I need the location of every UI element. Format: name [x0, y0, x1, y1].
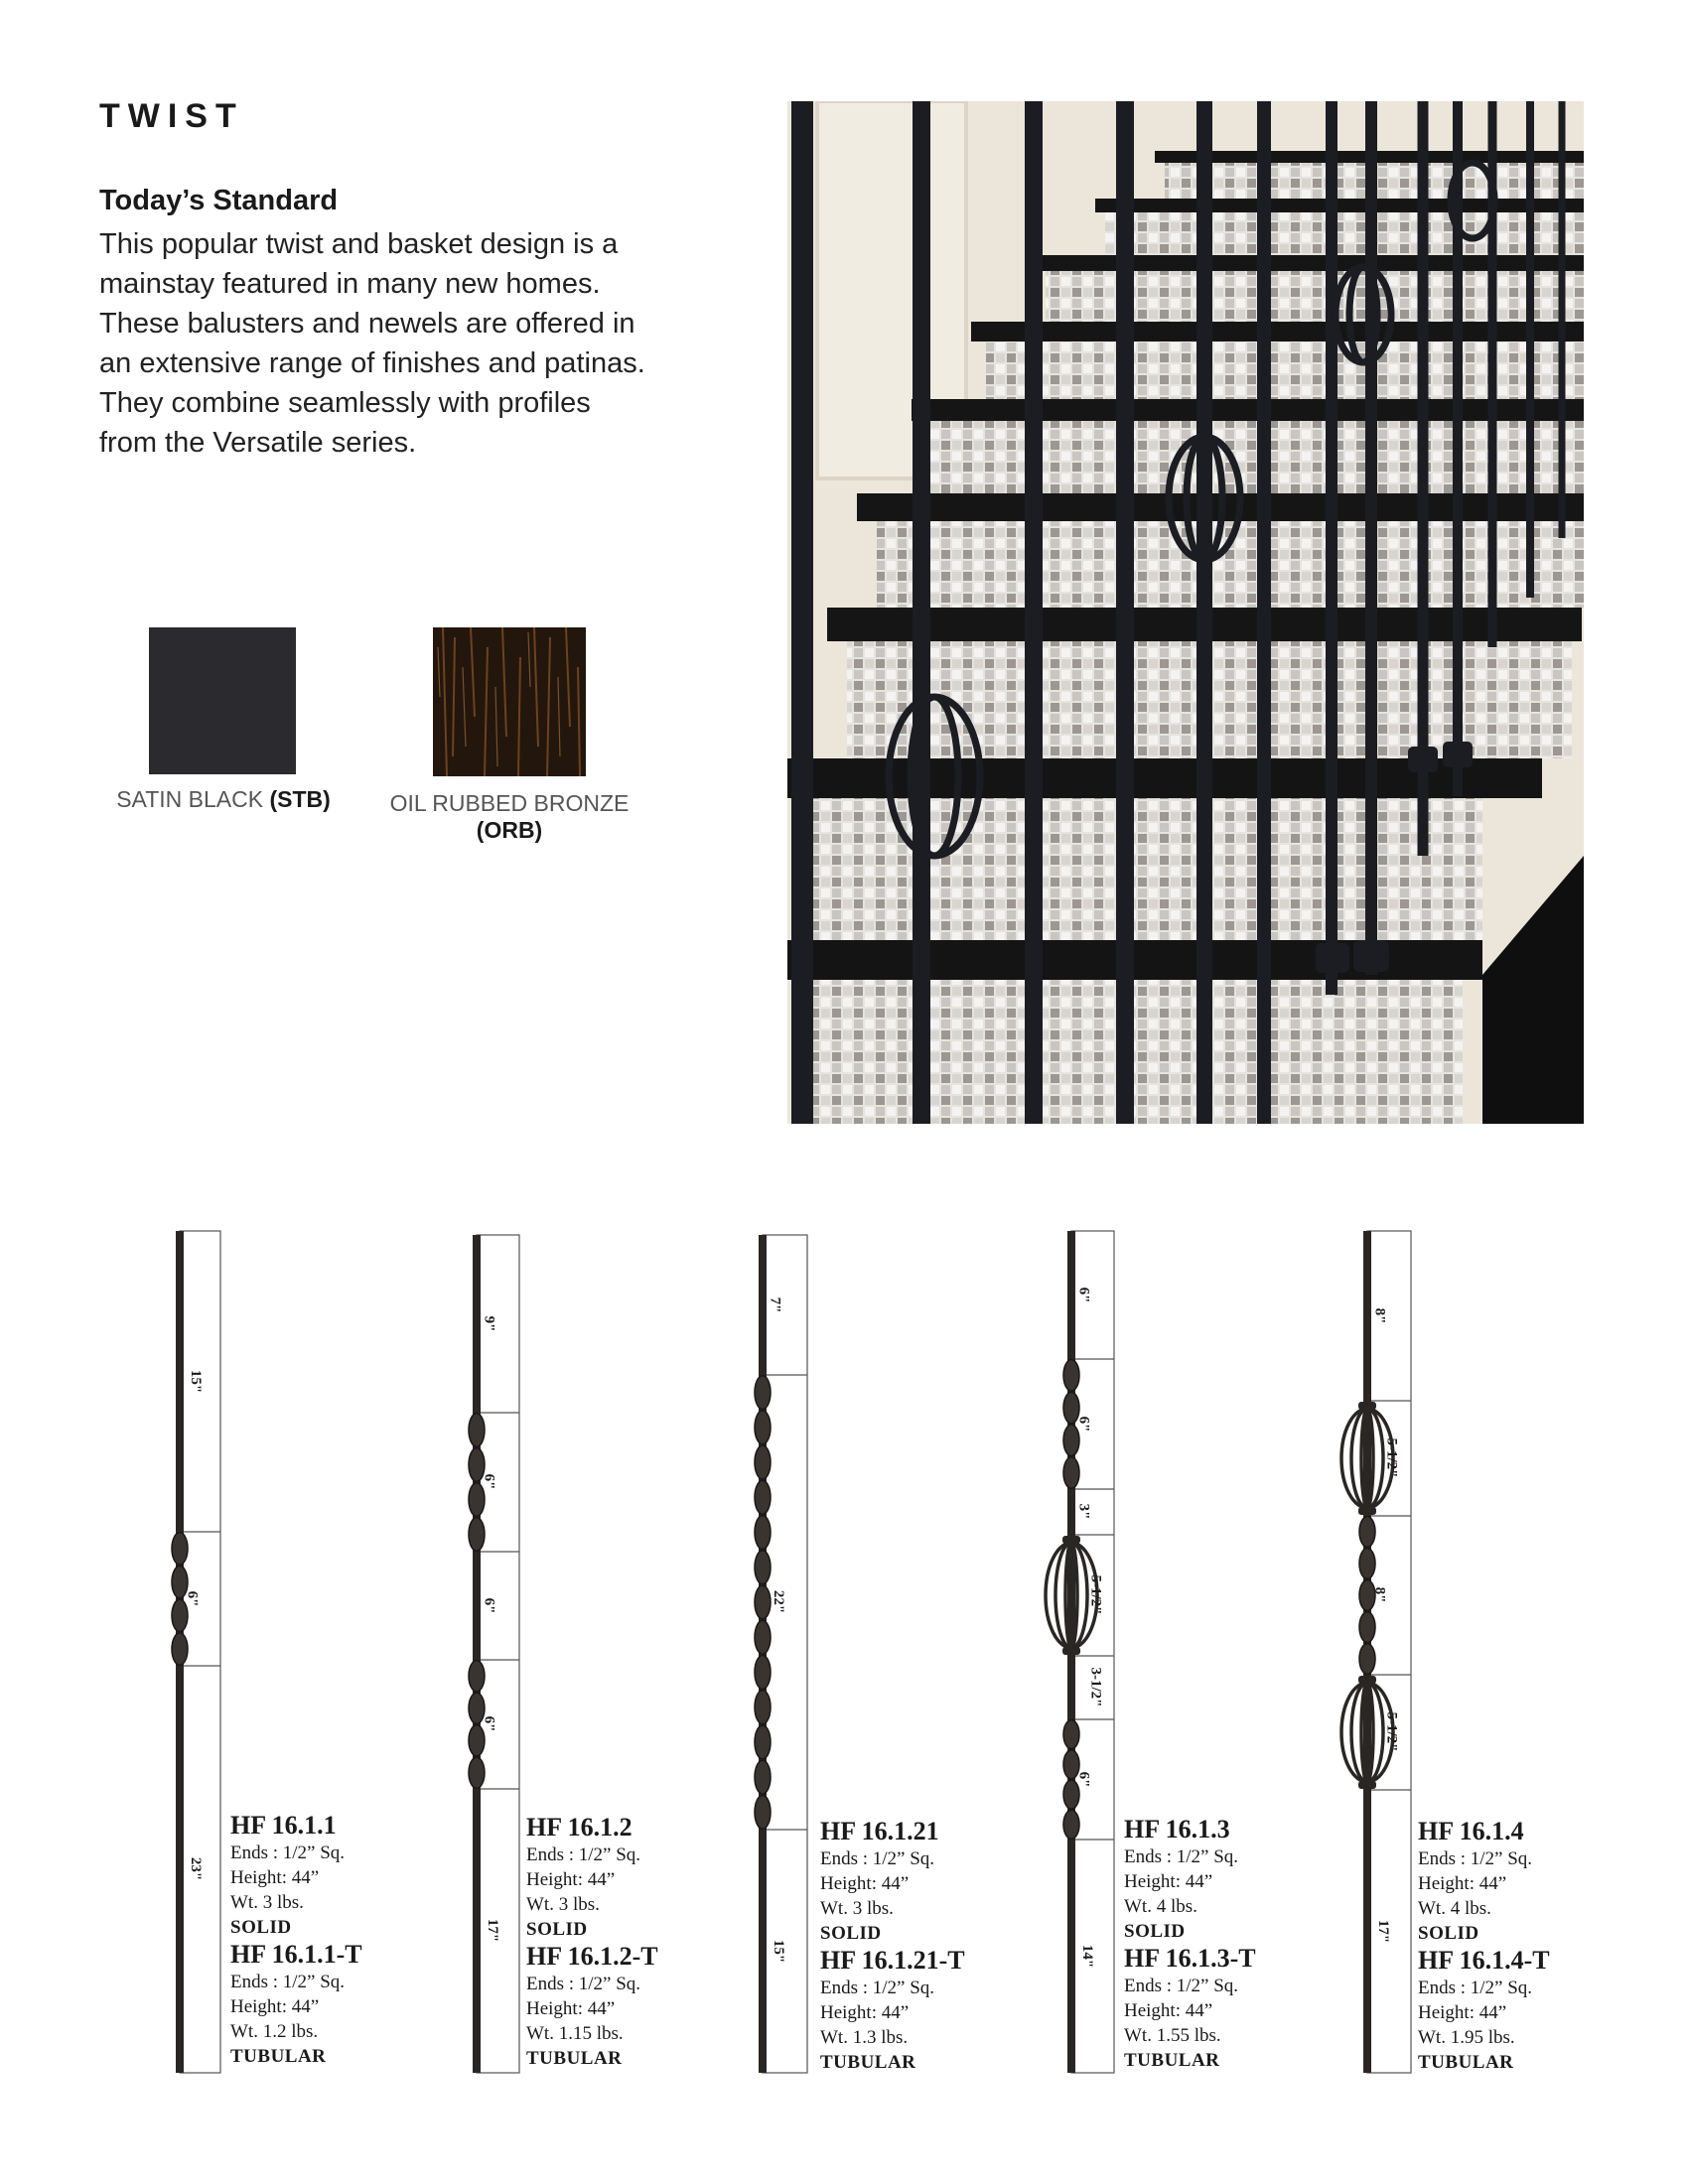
- description-line: mainstay featured in many new homes.: [99, 268, 601, 300]
- product-ends: Ends : 1/2” Sq.: [1124, 1846, 1239, 1867]
- product-spec-hf-16-1-4: [1418, 1817, 1550, 2075]
- product-code: HF 16.1.1: [230, 1811, 337, 1840]
- finish-code: (ORB): [476, 817, 543, 843]
- product-code: HF 16.1.21: [820, 1817, 939, 1845]
- dimension-label: 15": [188, 1369, 205, 1393]
- dimension-label: 6": [481, 1597, 497, 1613]
- tubular-code: HF 16.1.2-T: [526, 1942, 658, 1971]
- tubular-weight: Wt. 1.15 lbs.: [526, 2023, 624, 2044]
- tubular-ends: Ends : 1/2” Sq.: [1124, 1976, 1239, 1996]
- product-type: SOLID: [1124, 1921, 1186, 1942]
- tubular-height: Height: 44”: [526, 1998, 616, 2019]
- dimension-label: 5-1/2": [1383, 1711, 1400, 1752]
- product-height: Height: 44”: [230, 1867, 320, 1888]
- product-weight: Wt. 4 lbs.: [1418, 1898, 1491, 1919]
- tubular-ends: Ends : 1/2” Sq.: [820, 1978, 935, 1998]
- description-line: from the Versatile series.: [99, 427, 417, 459]
- tubular-height: Height: 44”: [1418, 2002, 1507, 2023]
- product-ends: Ends : 1/2” Sq.: [526, 1844, 641, 1865]
- tubular-code: HF 16.1.3-T: [1124, 1944, 1256, 1973]
- finish-code: (STB): [269, 786, 331, 812]
- product-spec-hf-16-1-1: [230, 1811, 362, 2069]
- dimension-label: 5-1/2": [1087, 1574, 1104, 1615]
- dimension-label: 6": [1075, 1416, 1092, 1432]
- product-weight: Wt. 3 lbs.: [526, 1894, 600, 1915]
- dimension-label: 5-1/2": [1383, 1437, 1400, 1478]
- product-ends: Ends : 1/2” Sq.: [820, 1848, 935, 1869]
- tubular-type: TUBULAR: [1418, 2052, 1514, 2073]
- product-spec-hf-16-1-21: [820, 1817, 965, 2075]
- product-height: Height: 44”: [820, 1873, 910, 1894]
- product-type: SOLID: [1418, 1923, 1479, 1944]
- product-code: HF 16.1.3: [1124, 1815, 1230, 1843]
- product-height: Height: 44”: [1418, 1873, 1507, 1894]
- dimension-label: 6": [481, 1715, 497, 1732]
- tubular-weight: Wt. 1.3 lbs.: [820, 2027, 909, 2048]
- product-weight: Wt. 3 lbs.: [230, 1892, 304, 1913]
- dimension-label: 14": [1079, 1944, 1096, 1968]
- tubular-type: TUBULAR: [230, 2046, 327, 2067]
- tubular-weight: Wt. 1.95 lbs.: [1418, 2027, 1515, 2048]
- dimension-label: 23": [188, 1856, 205, 1881]
- description-line: an extensive range of finishes and patinas.: [99, 347, 645, 379]
- product-type: SOLID: [230, 1917, 292, 1938]
- description-line: This popular twist and basket design is a: [99, 228, 619, 260]
- product-type: SOLID: [820, 1923, 882, 1944]
- dimension-label: 7": [767, 1297, 783, 1312]
- product-ends: Ends : 1/2” Sq.: [230, 1843, 346, 1863]
- product-weight: Wt. 3 lbs.: [820, 1898, 894, 1919]
- dimension-label: 6": [481, 1473, 497, 1490]
- tubular-weight: Wt. 1.55 lbs.: [1124, 2025, 1221, 2046]
- tubular-type: TUBULAR: [526, 2048, 623, 2069]
- dimension-label: 15": [771, 1939, 787, 1963]
- product-height: Height: 44”: [1124, 1871, 1213, 1892]
- dimension-label: 6": [1075, 1771, 1092, 1787]
- dimension-label: 17": [485, 1918, 501, 1943]
- dimension-label: 3-1/2": [1087, 1667, 1104, 1707]
- dimension-label: 6": [1075, 1287, 1092, 1302]
- tubular-type: TUBULAR: [1124, 2050, 1220, 2071]
- tubular-ends: Ends : 1/2” Sq.: [526, 1974, 641, 1994]
- product-code: HF 16.1.2: [526, 1813, 633, 1842]
- tubular-height: Height: 44”: [230, 1996, 320, 2017]
- dimension-label: 6": [184, 1590, 201, 1606]
- tubular-type: TUBULAR: [820, 2052, 916, 2073]
- dimension-label: 9": [481, 1315, 497, 1331]
- product-ends: Ends : 1/2” Sq.: [1418, 1848, 1533, 1869]
- tubular-ends: Ends : 1/2” Sq.: [1418, 1978, 1533, 1998]
- dimension-label: 8": [1371, 1586, 1388, 1603]
- product-height: Height: 44”: [526, 1869, 616, 1890]
- description-line: These balusters and newels are offered in: [99, 308, 635, 340]
- tubular-height: Height: 44”: [820, 2002, 910, 2023]
- product-spec-hf-16-1-2: [526, 1813, 658, 2071]
- product-weight: Wt. 4 lbs.: [1124, 1896, 1197, 1917]
- dimension-label: 22": [771, 1589, 787, 1614]
- product-type: SOLID: [526, 1919, 588, 1940]
- product-spec-hf-16-1-3: [1124, 1815, 1256, 2073]
- tubular-code: HF 16.1.4-T: [1418, 1946, 1550, 1975]
- tubular-code: HF 16.1.1-T: [230, 1940, 362, 1969]
- description-line: They combine seamlessly with profiles: [99, 387, 591, 419]
- tubular-height: Height: 44”: [1124, 2000, 1213, 2021]
- finish-name: OIL RUBBED BRONZE: [389, 790, 630, 816]
- tubular-ends: Ends : 1/2” Sq.: [230, 1972, 346, 1992]
- product-code: HF 16.1.4: [1418, 1817, 1524, 1845]
- page-title: TWIST: [99, 97, 244, 135]
- dimension-label: 8": [1371, 1307, 1388, 1323]
- dimension-label: 3": [1075, 1503, 1092, 1520]
- dimension-label: 17": [1375, 1919, 1392, 1943]
- tubular-code: HF 16.1.21-T: [820, 1946, 965, 1975]
- tubular-weight: Wt. 1.2 lbs.: [230, 2021, 319, 2042]
- finish-name: SATIN BLACK: [116, 786, 264, 812]
- section-subheading: Today’s Standard: [99, 185, 339, 216]
